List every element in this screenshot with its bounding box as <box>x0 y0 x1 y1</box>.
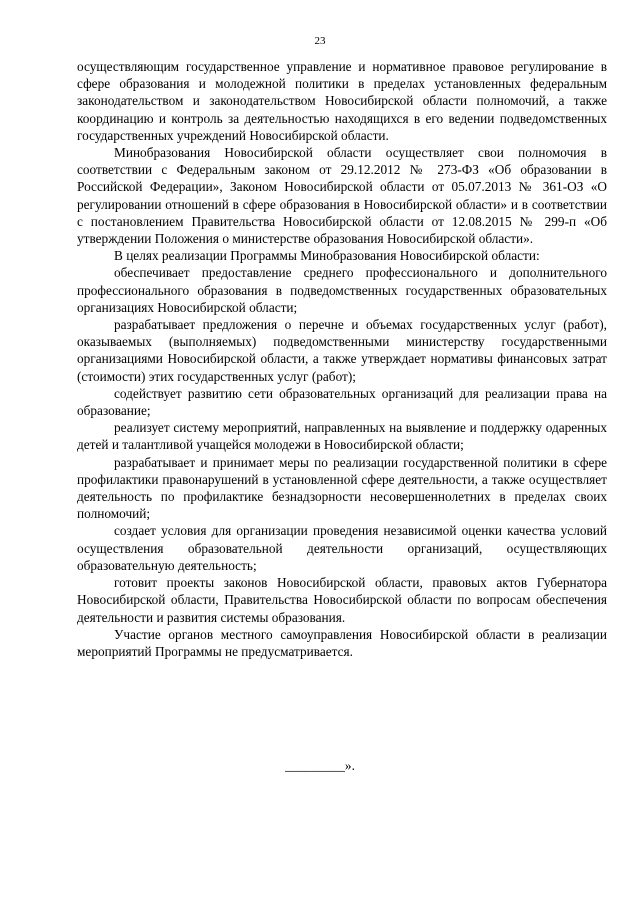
paragraph: разрабатывает предложения о перечне и объемах государственных услуг (работ), оказываемых (выполняемых) подведомственными министерству государственными организациями Новосибирской области, а также утверждает нормативы финансовых затрат (стоимости) этих государственных услуг (работ); <box>77 317 607 384</box>
paragraph: осуществляющим государственное управление и нормативное правовое регулирование в сфере образования и молодежной политики в пределах установленных федеральным законодательством и законодательством Новосибирской области полномочий, а также координацию и контроль за деятельностью находящихся в его ведении подведомственных государственных учреждений Новосибирской области. <box>77 59 607 143</box>
paragraph: готовит проекты законов Новосибирской области, правовых актов Губернатора Новосибирской области, Правительства Новосибирской области по вопросам обеспечения деятельности и развития системы образования. <box>77 575 607 625</box>
paragraph: Участие органов местного самоуправления Новосибирской области в реализации мероприятий Программы не предусматривается. <box>77 626 607 659</box>
paragraph: создает условия для организации проведения независимой оценки качества условий осуществления образовательной деятельности организаций, осуществляющих образовательную деятельность; <box>77 523 607 573</box>
document-body <box>77 58 607 660</box>
paragraph: разрабатывает и принимает меры по реализации государственной политики в сфере профилактики правонарушений в установленной сфере деятельности, а также осуществляет деятельность по профилактике безнадзорности несовершеннолетних в пределах своих полномочий; <box>77 454 607 522</box>
paragraph: В целях реализации Программы Минобразования Новосибирской области: <box>114 248 540 264</box>
paragraph: реализует систему мероприятий, направленных на выявление и поддержку одаренных детей и талантливой учащейся молодежи в Новосибирской области; <box>77 420 607 453</box>
paragraph: обеспечивает предоставление среднего профессионального и дополнительного профессионального образования в подведомственных государственных образовательных организациях Новосибирской области; <box>77 265 607 315</box>
paragraph: Минобразования Новосибирской области осуществляет свои полномочия в соответствии с Федеральным законом от 29.12.2012 № 273-ФЗ «Об образовании в Российской Федерации», Законом Новосибирской области от 05.07.2013 № 361-ОЗ «О регулировании отношений в сфере образования в Новосибирской области» и в соответствии с постановлением Правительства Новосибирской области от 12.08.2015 № 299-п «Об утверждении Положения о министерстве образования Новосибирской области». <box>77 145 607 247</box>
closing-line: _________». <box>285 758 355 773</box>
paragraph: содействует развитию сети образовательных организаций для реализации права на образование; <box>77 385 607 419</box>
page-number: 23 <box>314 35 326 47</box>
